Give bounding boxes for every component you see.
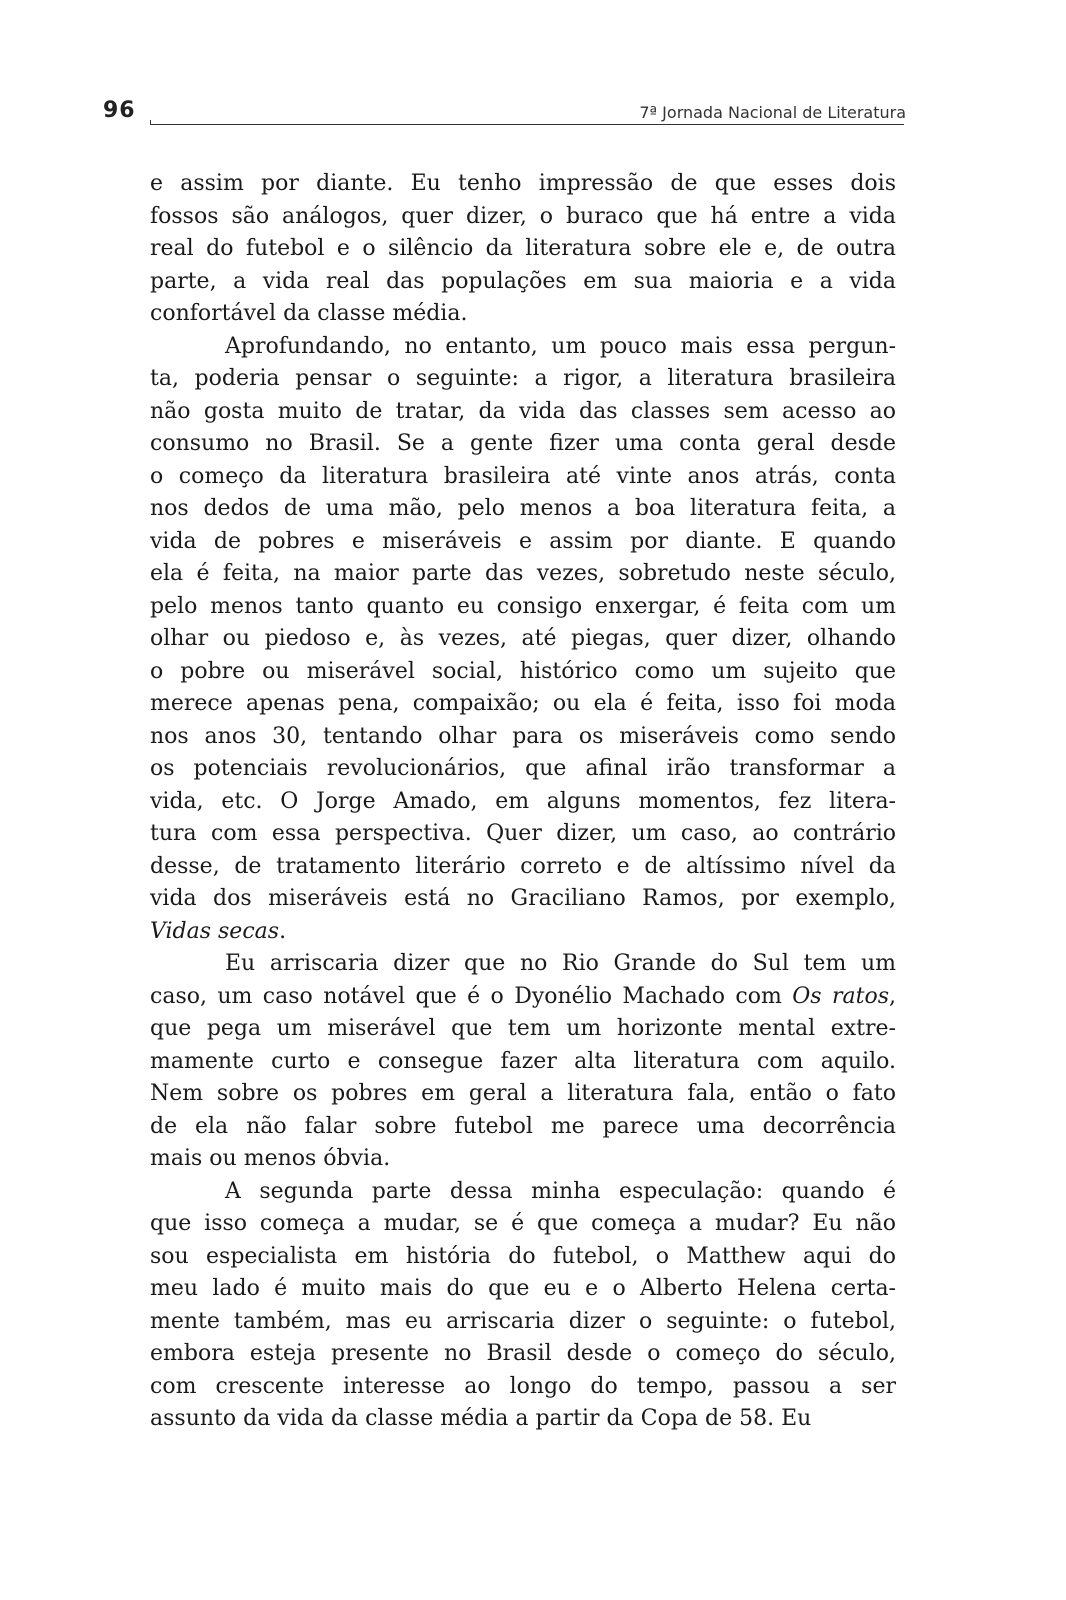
text-segment: real do futebol e o silêncio da literatura sobre ele e, de outra: [150, 236, 896, 261]
text-line: [150, 298, 896, 331]
text-line: [150, 591, 896, 624]
text-line: [150, 1403, 896, 1436]
text-segment: caso, um caso notável que é o Dyonélio Machado com: [150, 983, 793, 1009]
text-segment: merece apenas pena, compaixão; ou ela é feita, isso foi moda: [150, 691, 896, 716]
text-segment: nos dedos de uma mão, pelo menos a boa literatura feita, a: [150, 496, 896, 521]
text-segment: pelo menos tanto quanto eu consigo enxergar, é feita com um: [150, 593, 896, 619]
text-segment: embora esteja presente no Brasil desde o começo do século,: [150, 1341, 896, 1366]
text-line: [150, 916, 896, 949]
text-line: [150, 688, 896, 721]
text-segment: desse, de tratamento literário correto e de altíssimo nível da: [150, 853, 896, 879]
text-line: [150, 818, 896, 851]
text-line: [150, 1241, 896, 1274]
text-line: [150, 656, 896, 689]
text-segment: ta, poderia pensar o seguinte: a rigor, a literatura brasileira: [150, 366, 896, 391]
text-segment: meu lado é muito mais do que eu e o Alberto Helena certa-: [150, 1276, 896, 1301]
text-segment: vida de pobres e miseráveis e assim por diante. E quando: [150, 528, 896, 554]
text-segment: o pobre ou miserável social, histórico como um sujeito que: [150, 658, 896, 684]
text-line: [150, 753, 896, 786]
text-line: [150, 981, 896, 1014]
paragraph: [150, 948, 896, 1176]
text-segment: que pega um miserável que tem um horizonte mental extre-: [150, 1016, 896, 1041]
text-segment: .: [279, 918, 287, 944]
text-segment: mamente curto e consegue fazer alta literatura com aquilo.: [150, 1048, 896, 1074]
text-segment: Nem sobre os pobres em geral a literatura fala, então o fato: [150, 1081, 896, 1106]
text-segment: que isso começa a mudar, se é que começa a mudar? Eu não: [150, 1211, 896, 1236]
text-segment: mais ou menos óbvia.: [150, 1146, 391, 1171]
text-line: [150, 786, 896, 819]
text-line: [150, 1338, 896, 1371]
text-segment: mente também, mas eu arriscaria dizer o seguinte: o futebol,: [150, 1308, 896, 1334]
text-segment: parte, a vida real das populações em sua maioria e a vida: [150, 268, 896, 294]
text-line: [150, 1078, 896, 1111]
paragraph: [150, 168, 896, 331]
text-segment: o começo da literatura brasileira até vinte anos atrás, conta: [150, 463, 896, 489]
text-line: [150, 883, 896, 916]
text-segment: os potenciais revolucionários, que afinal irão transformar a: [150, 756, 896, 781]
text-line: [150, 428, 896, 461]
text-line: [150, 1013, 896, 1046]
text-line: [150, 168, 896, 201]
text-segment: vida, etc. O Jorge Amado, em alguns momentos, fez litera-: [150, 788, 896, 814]
text-line: [150, 331, 896, 364]
text-segment: fossos são análogos, quer dizer, o buraco que há entre a vida: [150, 203, 896, 229]
text-segment: nos anos 30, tentando olhar para os miseráveis como sendo: [150, 723, 896, 749]
text-line: [150, 396, 896, 429]
text-line: [150, 461, 896, 494]
text-line: [150, 1208, 896, 1241]
text-segment: de ela não falar sobre futebol me parece uma decorrência: [150, 1113, 896, 1139]
text-line: [150, 1176, 896, 1209]
page-number: 96: [103, 98, 136, 123]
text-line: [150, 363, 896, 396]
text-line: [150, 851, 896, 884]
header-rule: [150, 124, 904, 125]
text-segment: com crescente interesse ao longo do tempo, passou a ser: [150, 1373, 896, 1399]
body-text: [150, 168, 896, 1436]
text-line: [150, 493, 896, 526]
text-segment: assunto da vida da classe média a partir da Copa de 58. Eu: [150, 1406, 812, 1431]
text-line: [150, 526, 896, 559]
text-line: [150, 558, 896, 591]
text-segment: vida dos miseráveis está no Graciliano Ramos, por exemplo,: [150, 886, 896, 911]
text-line: [150, 948, 896, 981]
text-line: [150, 233, 896, 266]
text-line: [150, 1371, 896, 1404]
text-line: [150, 623, 896, 656]
text-line: [150, 1111, 896, 1144]
text-segment: A segunda parte dessa minha especulação: quando é: [225, 1178, 896, 1204]
text-line: [150, 721, 896, 754]
text-segment: e assim por diante. Eu tenho impressão de que esses dois: [150, 171, 896, 196]
running-head-title: 7ª Jornada Nacional de Literatura: [639, 103, 906, 122]
text-segment: olhar ou piedoso e, às vezes, até piegas, quer dizer, olhando: [150, 626, 896, 651]
text-line: [150, 266, 896, 299]
text-segment: consumo no Brasil. Se a gente fizer uma conta geral desde: [150, 431, 896, 456]
text-line: [150, 1046, 896, 1079]
italic-title: Os ratos: [792, 983, 889, 1009]
paragraph: [150, 1176, 896, 1436]
paragraph: [150, 331, 896, 949]
text-line: [150, 201, 896, 234]
text-segment: confortável da classe média.: [150, 301, 468, 326]
text-line: [150, 1306, 896, 1339]
text-segment: não gosta muito de tratar, da vida das classes sem acesso ao: [150, 398, 896, 424]
text-segment: sou especialista em história do futebol, o Matthew aqui do: [150, 1243, 896, 1269]
text-line: [150, 1143, 896, 1176]
text-segment: Eu arriscaria dizer que no Rio Grande do Sul tem um: [225, 951, 896, 976]
italic-title: Vidas secas: [150, 918, 280, 944]
text-segment: tura com essa perspectiva. Quer dizer, um caso, ao contrário: [150, 821, 896, 846]
text-segment: ela é feita, na maior parte das vezes, sobretudo neste século,: [150, 561, 896, 586]
text-segment: ,: [889, 983, 896, 1009]
text-line: [150, 1273, 896, 1306]
text-segment: Aprofundando, no entanto, um pouco mais essa pergun-: [225, 333, 896, 359]
